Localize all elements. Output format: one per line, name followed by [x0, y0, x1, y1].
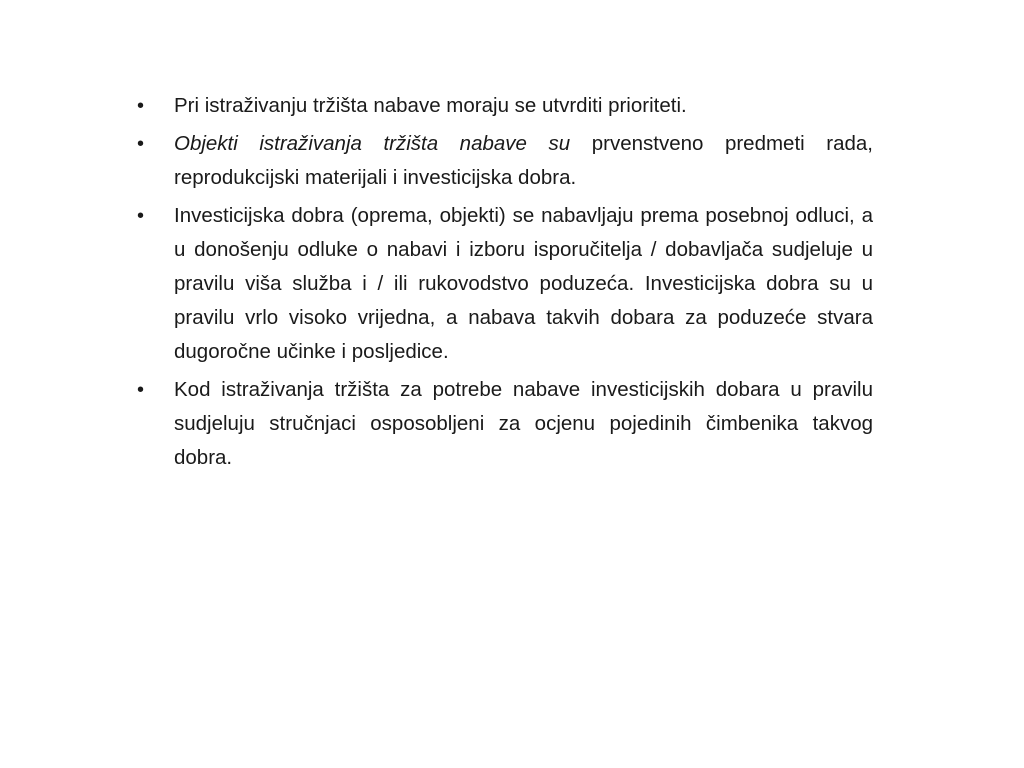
bullet-item-1 — [137, 89, 873, 123]
bullet-icon: • — [137, 205, 145, 227]
bullet-text: prvenstveno predmeti rada, reprodukcijski materijali i investicijska dobra. — [174, 132, 873, 189]
bullet-italic-lead: Objekti istraživanja tržišta nabave su — [174, 132, 571, 155]
bullet-text: Investicijska dobra (oprema, objekti) se nabavljaju prema posebnoj odluci, a u donošenju odluke o nabavi i izboru isporučitelja / dobavljača sudjeluje u pravilu viša služba i / ili rukovodstvo poduzeća. Investicijska dobra su u pravilu vrlo visoko vrijedna, a nabava takvih dobara za poduzeće stvara dugoročne učinke i posljedice. — [174, 204, 873, 363]
bullet-item-3 — [137, 199, 873, 369]
bullet-item-2 — [137, 127, 873, 195]
bullet-text: Pri istraživanju tržišta nabave moraju se utvrditi prioriteti. — [174, 94, 687, 117]
bullet-item-4 — [137, 373, 873, 475]
bullet-icon: • — [137, 95, 145, 117]
bullet-icon: • — [137, 133, 145, 155]
bullet-text: Kod istraživanja tržišta za potrebe nabave investicijskih dobara u pravilu sudjeluju stručnjaci osposobljeni za ocjenu pojedinih čimbenika takvog dobra. — [174, 378, 873, 469]
bullet-icon: • — [137, 379, 145, 401]
bullet-list — [137, 89, 873, 479]
